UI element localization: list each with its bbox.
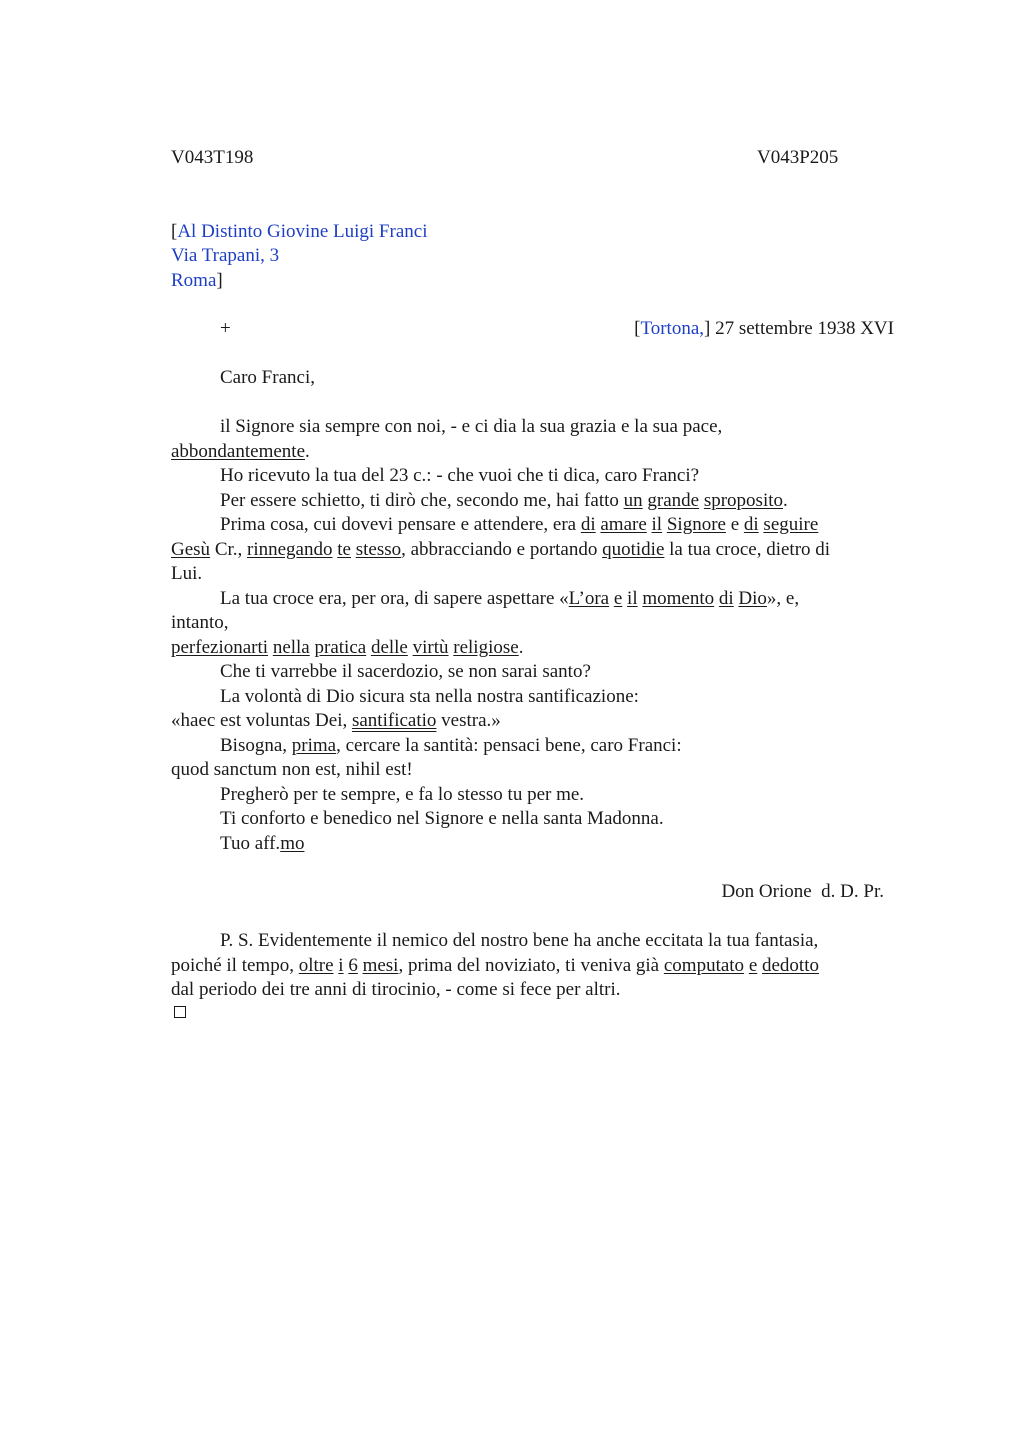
- paragraph-line: Ho ricevuto la tua del 23 c.: - che vuoi che ti dica, caro Franci?: [220, 465, 700, 486]
- paragraph-line: Per essere schietto, ti dirò che, secondo me, hai fatto un grande sproposito.: [220, 490, 788, 511]
- paragraph-line: Lui.: [171, 563, 203, 584]
- paragraph-line: perfezionarti nella pratica delle virtù religiose.: [171, 637, 524, 658]
- paragraph-line: abbondantemente.: [171, 441, 310, 462]
- paragraph-line: «haec est voluntas Dei, santificatio vestra.»: [171, 710, 501, 731]
- address-line-3: Roma]: [171, 270, 223, 291]
- paragraph-line: Bisogna, prima, cercare la santità: pensaci bene, caro Franci:: [220, 735, 682, 756]
- address-line-1: [Al Distinto Giovine Luigi Franci: [171, 221, 428, 242]
- paragraph-line: P. S. Evidentemente il nemico del nostro bene ha anche eccitata la tua fantasia,: [220, 930, 819, 951]
- address-line-2: Via Trapani, 3: [171, 245, 280, 266]
- closing: Tuo aff.mo: [220, 833, 305, 854]
- document-code-left: V043T198: [171, 147, 254, 168]
- paragraph-line: La volontà di Dio sicura sta nella nostra santificazione:: [220, 686, 639, 707]
- paragraph-line: Che ti varrebbe il sacerdozio, se non sarai santo?: [220, 661, 591, 682]
- salutation: Caro Franci,: [220, 367, 315, 388]
- dateline: [Tortona,] 27 settembre 1938 XVI: [634, 318, 894, 339]
- paragraph-line: dal periodo dei tre anni di tirocinio, - come si fece per altri.: [171, 979, 621, 1000]
- paragraph-line: Ti conforto e benedico nel Signore e nella santa Madonna.: [220, 808, 664, 829]
- paragraph-line: poiché il tempo, oltre i 6 mesi, prima del noviziato, ti veniva già computato e dedotto: [171, 955, 819, 976]
- paragraph-line: Gesù Cr., rinnegando te stesso, abbracciando e portando quotidie la tua croce, dietro di: [171, 539, 831, 560]
- end-mark-box-icon: [174, 1006, 186, 1018]
- paragraph-line: Pregherò per te sempre, e fa lo stesso tu per me.: [220, 784, 585, 805]
- cross-symbol: +: [220, 318, 231, 339]
- document-code-right: V043P205: [757, 147, 839, 168]
- paragraph-line: intanto,: [171, 612, 229, 633]
- paragraph-line: quod sanctum non est, nihil est!: [171, 759, 413, 780]
- paragraph-line: Prima cosa, cui dovevi pensare e attendere, era di amare il Signore e di seguire: [220, 514, 819, 535]
- paragraph-line: La tua croce era, per ora, di sapere aspettare «L’ora e il momento di Dio», e,: [220, 588, 800, 609]
- paragraph-line: il Signore sia sempre con noi, - e ci dia la sua grazia e la sua pace,: [220, 416, 723, 437]
- signature: Don Orione d. D. Pr.: [721, 881, 884, 902]
